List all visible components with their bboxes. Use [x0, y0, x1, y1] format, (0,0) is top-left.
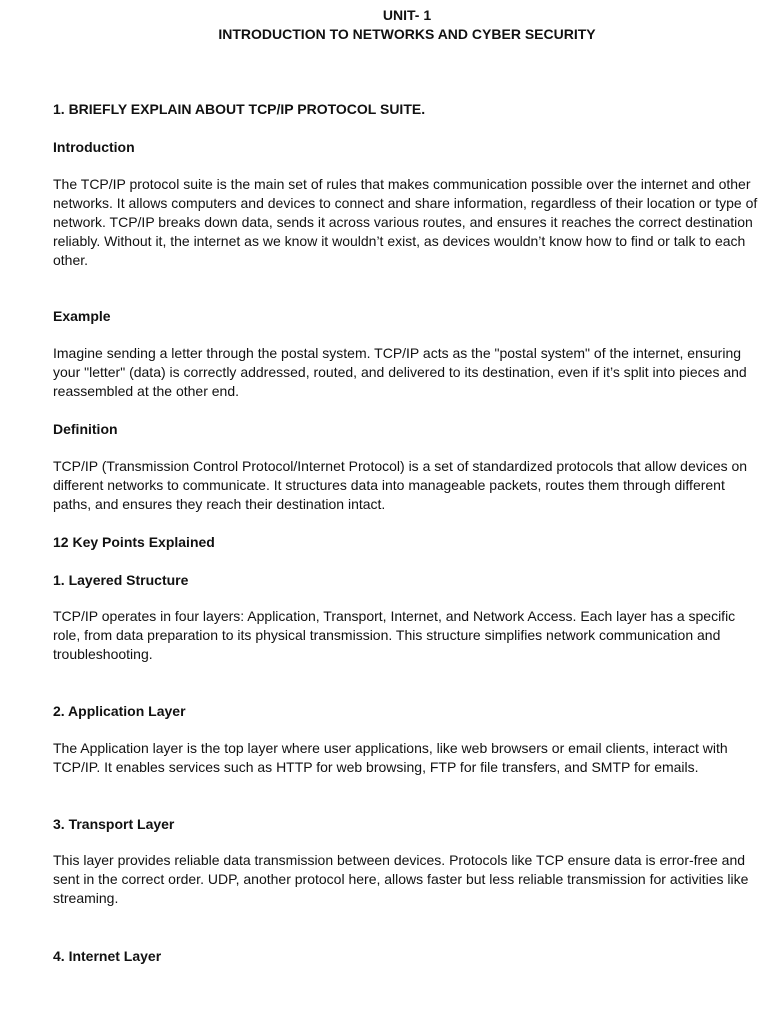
- document-title: INTRODUCTION TO NETWORKS AND CYBER SECURITY: [218, 26, 596, 42]
- key-points-heading: 12 Key Points Explained: [53, 534, 215, 550]
- definition-heading: Definition: [53, 421, 118, 437]
- point-paragraph-application-layer: The Application layer is the top layer where user applications, like web browsers or email clients, interact with TCP/IP. It enables services such as HTTP for web browsing, FTP for file transfers, and SMTP for emails.: [53, 740, 728, 775]
- introduction-heading: Introduction: [53, 139, 135, 155]
- example-heading: Example: [53, 308, 111, 324]
- point-paragraph-transport-layer: This layer provides reliable data transmission between devices. Protocols like TCP ensure data is error-free and sent in the correct order. UDP, another protocol here, allows faster but less reliable transmission for activities like streaming.: [53, 852, 749, 906]
- point-heading-internet-layer: 4. Internet Layer: [53, 948, 162, 964]
- definition-paragraph: TCP/IP (Transmission Control Protocol/Internet Protocol) is a set of standardized protocols that allow devices on different networks to communicate. It structures data into manageable packets, routes them through different paths, and ensures they reach their destination intact.: [53, 458, 748, 512]
- question-title: 1. BRIEFLY EXPLAIN ABOUT TCP/IP PROTOCOL SUITE.: [53, 101, 426, 117]
- point-paragraph-layered-structure: TCP/IP operates in four layers: Application, Transport, Internet, and Network Access. Each layer has a specific role, from data preparation to its physical transmission. This structure simplifies network communication and troubleshooting.: [53, 608, 736, 662]
- point-heading-transport-layer: 3. Transport Layer: [53, 816, 175, 832]
- point-heading-layered-structure: 1. Layered Structure: [53, 572, 189, 588]
- introduction-paragraph: The TCP/IP protocol suite is the main set of rules that makes communication possible over the internet and other networks. It allows computers and devices to connect and share information, regardless of their location or type of network. TCP/IP breaks down data, sends it across various routes, and ensures it reaches the correct destination reliably. Without it, the internet as we know it wouldn’t exist, as devices wouldn’t know how to find or talk to each other.: [53, 176, 758, 268]
- point-heading-application-layer: 2. Application Layer: [53, 703, 186, 719]
- example-paragraph: Imagine sending a letter through the postal system. TCP/IP acts as the "postal system" of the internet, ensuring your "letter" (data) is correctly addressed, routed, and delivered to its destination, even if it’s split into pieces and reassembled at the other end.: [53, 345, 747, 399]
- unit-label: UNIT- 1: [382, 7, 432, 23]
